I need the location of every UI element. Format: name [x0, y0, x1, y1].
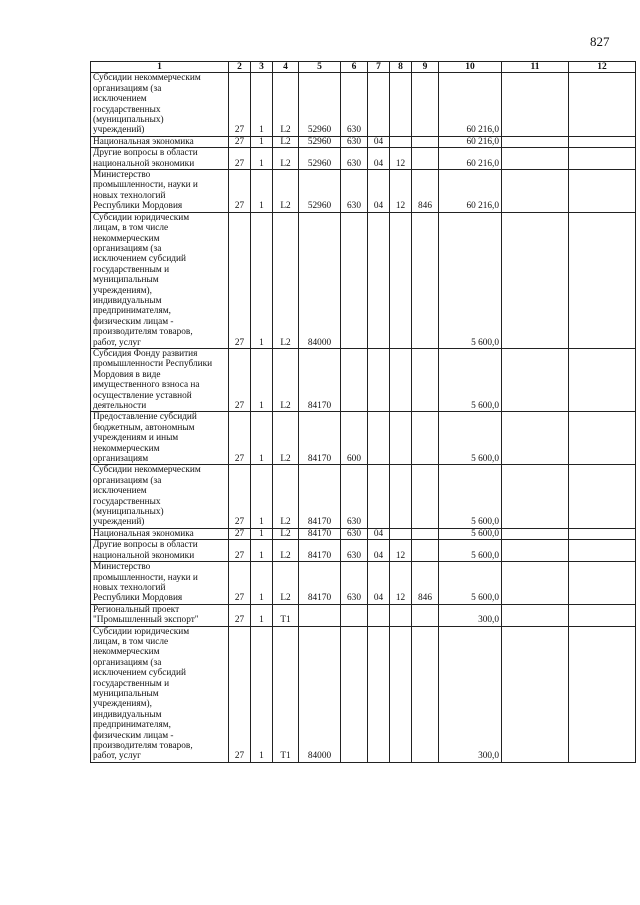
col-2-cell: 27: [229, 212, 251, 348]
col-5-cell: 84170: [299, 562, 341, 605]
col-2-cell: 27: [229, 626, 251, 762]
amount-cell: 60 216,0: [439, 136, 502, 147]
col-7-cell: 04: [368, 562, 390, 605]
col-12-cell: [569, 626, 636, 762]
col-11-cell: [502, 540, 569, 562]
col-2-cell: 27: [229, 412, 251, 465]
col-3-cell: 1: [251, 73, 273, 136]
col-4-cell: L2: [273, 212, 299, 348]
col-9-cell: [412, 148, 439, 170]
col-11-cell: [502, 73, 569, 136]
col-8-cell: [390, 136, 412, 147]
col-4-cell: L2: [273, 562, 299, 605]
row-name: Национальная экономика: [91, 528, 229, 539]
col-9-cell: [412, 412, 439, 465]
col-7-cell: 04: [368, 528, 390, 539]
column-header: 2: [229, 62, 251, 73]
col-6-cell: [341, 348, 368, 411]
column-header: 6: [341, 62, 368, 73]
col-7-cell: [368, 465, 390, 528]
col-8-cell: [390, 73, 412, 136]
col-12-cell: [569, 73, 636, 136]
row-name: Другие вопросы в области национальной экономики: [91, 148, 229, 170]
amount-cell: 5 600,0: [439, 348, 502, 411]
col-6-cell: 630: [341, 540, 368, 562]
col-12-cell: [569, 540, 636, 562]
table-row: [91, 73, 636, 136]
col-6-cell: 630: [341, 465, 368, 528]
table-row: [91, 412, 636, 465]
col-5-cell: 52960: [299, 170, 341, 213]
col-12-cell: [569, 170, 636, 213]
col-4-cell: T1: [273, 626, 299, 762]
column-header: 7: [368, 62, 390, 73]
col-11-cell: [502, 212, 569, 348]
col-11-cell: [502, 412, 569, 465]
col-4-cell: L2: [273, 170, 299, 213]
column-header: 12: [569, 62, 636, 73]
col-9-cell: [412, 626, 439, 762]
amount-cell: 300,0: [439, 626, 502, 762]
col-12-cell: [569, 562, 636, 605]
col-7-cell: [368, 412, 390, 465]
col-7-cell: 04: [368, 136, 390, 147]
col-4-cell: T1: [273, 604, 299, 626]
col-11-cell: [502, 562, 569, 605]
col-11-cell: [502, 348, 569, 411]
row-name: Региональный проект "Промышленный экспорт": [91, 604, 229, 626]
col-11-cell: [502, 528, 569, 539]
col-5-cell: 84170: [299, 465, 341, 528]
col-3-cell: 1: [251, 412, 273, 465]
column-header: 4: [273, 62, 299, 73]
column-header: 5: [299, 62, 341, 73]
col-8-cell: 12: [390, 540, 412, 562]
col-5-cell: 52960: [299, 148, 341, 170]
col-11-cell: [502, 148, 569, 170]
col-2-cell: 27: [229, 148, 251, 170]
col-4-cell: L2: [273, 148, 299, 170]
col-5-cell: 52960: [299, 73, 341, 136]
col-2-cell: 27: [229, 528, 251, 539]
table-row: [91, 540, 636, 562]
col-3-cell: 1: [251, 540, 273, 562]
col-3-cell: 1: [251, 136, 273, 147]
row-name: Субсидии некоммерческим организациям (за исключением государственных (муниципальных) учреждений): [91, 465, 229, 528]
col-3-cell: 1: [251, 212, 273, 348]
amount-cell: 5 600,0: [439, 540, 502, 562]
col-2-cell: 27: [229, 73, 251, 136]
col-6-cell: [341, 604, 368, 626]
table-row: [91, 604, 636, 626]
col-9-cell: [412, 348, 439, 411]
amount-cell: 5 600,0: [439, 412, 502, 465]
row-name: Субсидии юридическим лицам, в том числе некоммерческим организациям (за исключением субсидий государственным и муниципальным учреждениям), индивидуальным предпринимателям, физическим лицам - производителям товаров, работ, услуг: [91, 212, 229, 348]
col-7-cell: [368, 73, 390, 136]
col-11-cell: [502, 626, 569, 762]
row-name: Субсидия Фонду развития промышленности Республики Мордовия в виде имущественного взноса на осуществление уставной деятельности: [91, 348, 229, 411]
table-row: [91, 148, 636, 170]
col-8-cell: [390, 465, 412, 528]
column-header: 11: [502, 62, 569, 73]
col-6-cell: 630: [341, 148, 368, 170]
col-3-cell: 1: [251, 528, 273, 539]
col-9-cell: [412, 528, 439, 539]
col-8-cell: 12: [390, 562, 412, 605]
col-12-cell: [569, 604, 636, 626]
col-9-cell: [412, 540, 439, 562]
col-8-cell: [390, 412, 412, 465]
col-11-cell: [502, 136, 569, 147]
col-8-cell: 12: [390, 170, 412, 213]
col-8-cell: [390, 626, 412, 762]
row-name: Другие вопросы в области национальной экономики: [91, 540, 229, 562]
col-3-cell: 1: [251, 604, 273, 626]
col-6-cell: [341, 626, 368, 762]
amount-cell: 60 216,0: [439, 148, 502, 170]
col-5-cell: 84170: [299, 412, 341, 465]
col-5-cell: 84170: [299, 528, 341, 539]
col-3-cell: 1: [251, 348, 273, 411]
col-5-cell: 84000: [299, 626, 341, 762]
col-3-cell: 1: [251, 465, 273, 528]
col-12-cell: [569, 528, 636, 539]
table-row: [91, 528, 636, 539]
col-5-cell: 84170: [299, 348, 341, 411]
row-name: Субсидии юридическим лицам, в том числе некоммерческим организациям (за исключением субсидий государственным и муниципальным учреждениям), индивидуальным предпринимателям, физическим лицам - производителям товаров, работ, услуг: [91, 626, 229, 762]
col-5-cell: 52960: [299, 136, 341, 147]
col-7-cell: [368, 626, 390, 762]
col-12-cell: [569, 465, 636, 528]
amount-cell: 300,0: [439, 604, 502, 626]
col-4-cell: L2: [273, 412, 299, 465]
col-2-cell: 27: [229, 465, 251, 528]
col-8-cell: [390, 604, 412, 626]
col-7-cell: 04: [368, 170, 390, 213]
col-6-cell: 630: [341, 73, 368, 136]
row-name: Министерство промышленности, науки и новых технологий Республики Мордовия: [91, 562, 229, 605]
col-2-cell: 27: [229, 562, 251, 605]
col-4-cell: L2: [273, 540, 299, 562]
column-header: 9: [412, 62, 439, 73]
col-5-cell: [299, 604, 341, 626]
col-5-cell: 84000: [299, 212, 341, 348]
col-4-cell: L2: [273, 528, 299, 539]
col-3-cell: 1: [251, 148, 273, 170]
col-8-cell: [390, 212, 412, 348]
col-6-cell: 600: [341, 412, 368, 465]
table-header-row: [91, 62, 636, 73]
col-4-cell: L2: [273, 465, 299, 528]
col-11-cell: [502, 170, 569, 213]
amount-cell: 5 600,0: [439, 465, 502, 528]
col-12-cell: [569, 148, 636, 170]
col-3-cell: 1: [251, 170, 273, 213]
col-9-cell: 846: [412, 170, 439, 213]
column-header: 8: [390, 62, 412, 73]
col-7-cell: [368, 348, 390, 411]
page-number: 827: [590, 34, 610, 49]
col-6-cell: 630: [341, 170, 368, 213]
row-name: Министерство промышленности, науки и новых технологий Республики Мордовия: [91, 170, 229, 213]
table-row: [91, 562, 636, 605]
row-name: Субсидии некоммерческим организациям (за исключением государственных (муниципальных) учреждений): [91, 73, 229, 136]
col-2-cell: 27: [229, 540, 251, 562]
col-4-cell: L2: [273, 136, 299, 147]
amount-cell: 60 216,0: [439, 73, 502, 136]
amount-cell: 5 600,0: [439, 562, 502, 605]
col-12-cell: [569, 136, 636, 147]
table-row: [91, 348, 636, 411]
col-5-cell: 84170: [299, 540, 341, 562]
col-6-cell: 630: [341, 528, 368, 539]
col-12-cell: [569, 212, 636, 348]
col-6-cell: [341, 212, 368, 348]
table-row: [91, 626, 636, 762]
row-name: Предоставление субсидий бюджетным, автономным учреждениям и иным некоммерческим организациям: [91, 412, 229, 465]
table-row: [91, 465, 636, 528]
col-2-cell: 27: [229, 136, 251, 147]
col-7-cell: [368, 604, 390, 626]
col-6-cell: 630: [341, 562, 368, 605]
col-2-cell: 27: [229, 604, 251, 626]
col-7-cell: 04: [368, 148, 390, 170]
col-12-cell: [569, 412, 636, 465]
col-3-cell: 1: [251, 626, 273, 762]
col-7-cell: [368, 212, 390, 348]
col-7-cell: 04: [368, 540, 390, 562]
col-9-cell: [412, 73, 439, 136]
amount-cell: 5 600,0: [439, 528, 502, 539]
table-row: [91, 136, 636, 147]
budget-table: [90, 61, 636, 763]
col-9-cell: [412, 136, 439, 147]
col-4-cell: L2: [273, 73, 299, 136]
col-11-cell: [502, 604, 569, 626]
col-2-cell: 27: [229, 170, 251, 213]
col-2-cell: 27: [229, 348, 251, 411]
col-9-cell: [412, 604, 439, 626]
col-9-cell: 846: [412, 562, 439, 605]
col-3-cell: 1: [251, 562, 273, 605]
col-12-cell: [569, 348, 636, 411]
col-9-cell: [412, 212, 439, 348]
col-8-cell: 12: [390, 148, 412, 170]
col-6-cell: 630: [341, 136, 368, 147]
table-row: [91, 170, 636, 213]
col-11-cell: [502, 465, 569, 528]
column-header: 1: [91, 62, 229, 73]
column-header: 10: [439, 62, 502, 73]
col-8-cell: [390, 528, 412, 539]
row-name: Национальная экономика: [91, 136, 229, 147]
col-8-cell: [390, 348, 412, 411]
amount-cell: 5 600,0: [439, 212, 502, 348]
col-9-cell: [412, 465, 439, 528]
amount-cell: 60 216,0: [439, 170, 502, 213]
col-4-cell: L2: [273, 348, 299, 411]
column-header: 3: [251, 62, 273, 73]
table-row: [91, 212, 636, 348]
